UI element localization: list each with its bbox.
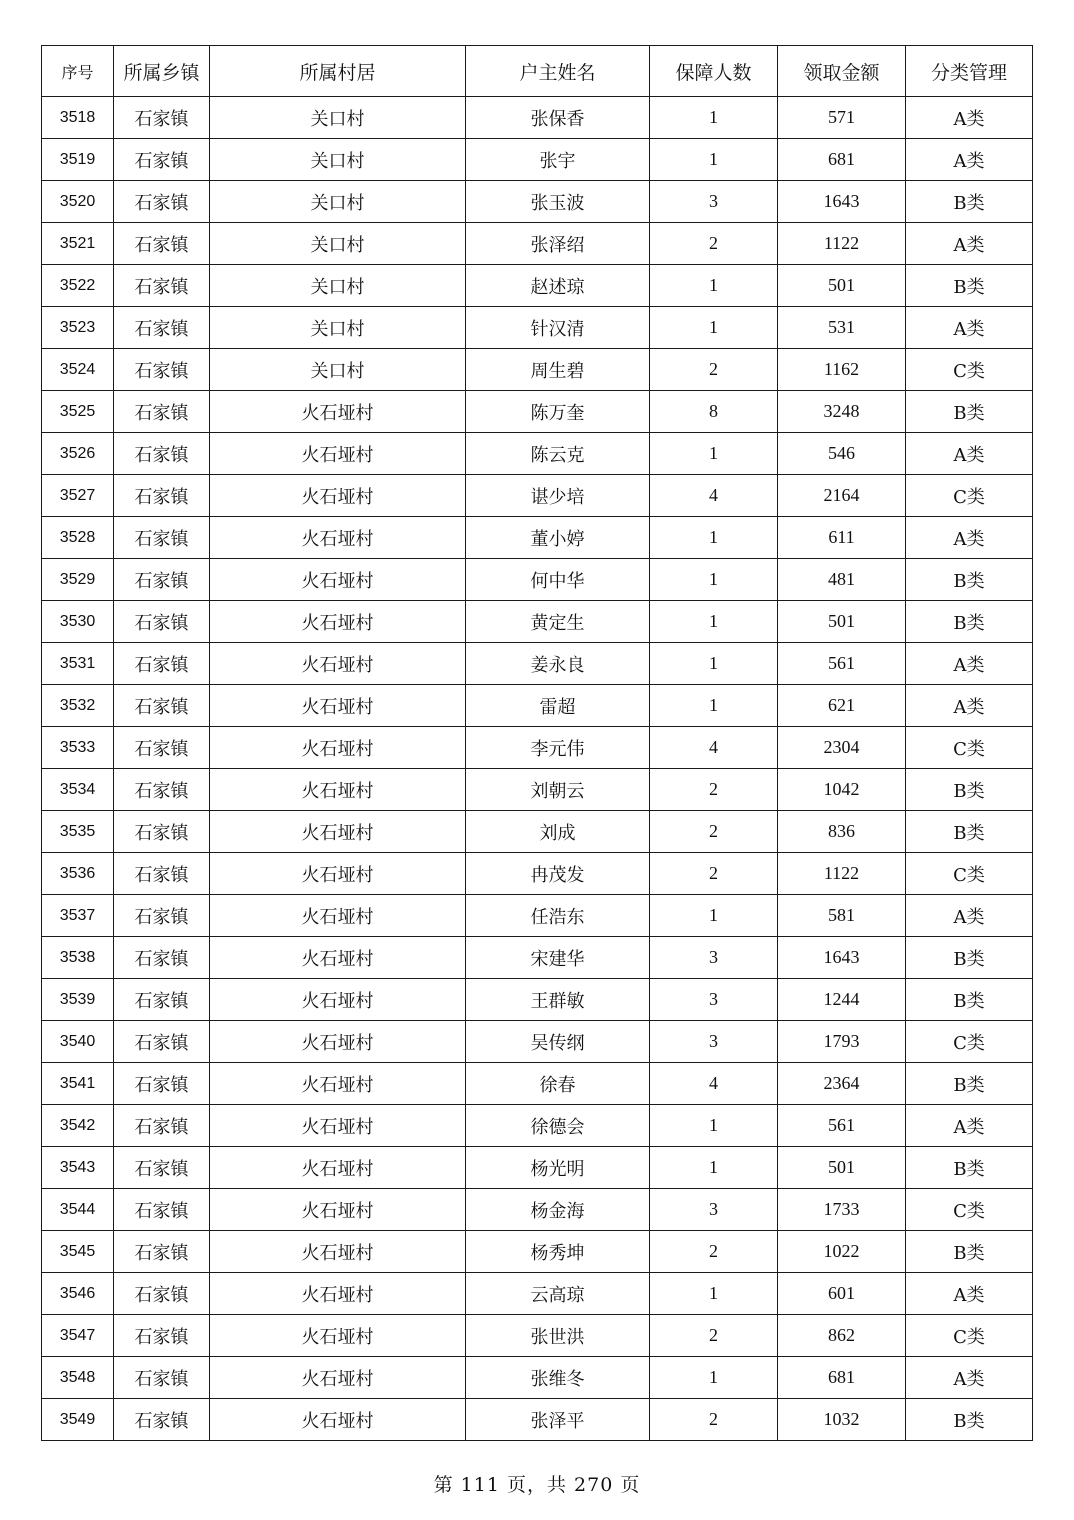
cell-persons: 1 bbox=[650, 97, 778, 139]
column-header-persons: 保障人数 bbox=[650, 46, 778, 97]
cell-persons: 4 bbox=[650, 727, 778, 769]
cell-seq: 3548 bbox=[42, 1357, 114, 1399]
cell-village: 火石垭村 bbox=[210, 601, 466, 643]
cell-category: C类 bbox=[906, 1315, 1033, 1357]
cell-category: B类 bbox=[906, 1231, 1033, 1273]
cell-householder: 针汉清 bbox=[466, 307, 650, 349]
cell-householder: 张保香 bbox=[466, 97, 650, 139]
table-row bbox=[42, 391, 1033, 433]
cell-householder: 雷超 bbox=[466, 685, 650, 727]
cell-seq: 3546 bbox=[42, 1273, 114, 1315]
cell-seq: 3543 bbox=[42, 1147, 114, 1189]
cell-householder: 吴传纲 bbox=[466, 1021, 650, 1063]
cell-town: 石家镇 bbox=[114, 1315, 210, 1357]
cell-town: 石家镇 bbox=[114, 601, 210, 643]
cell-village: 关口村 bbox=[210, 181, 466, 223]
cell-category: A类 bbox=[906, 139, 1033, 181]
cell-amount: 546 bbox=[778, 433, 906, 475]
cell-town: 石家镇 bbox=[114, 769, 210, 811]
cell-village: 火石垭村 bbox=[210, 979, 466, 1021]
cell-persons: 1 bbox=[650, 559, 778, 601]
cell-village: 关口村 bbox=[210, 349, 466, 391]
cell-seq: 3533 bbox=[42, 727, 114, 769]
cell-persons: 1 bbox=[650, 601, 778, 643]
cell-persons: 1 bbox=[650, 643, 778, 685]
cell-town: 石家镇 bbox=[114, 811, 210, 853]
table-row bbox=[42, 307, 1033, 349]
column-header-amount: 领取金额 bbox=[778, 46, 906, 97]
table-row bbox=[42, 979, 1033, 1021]
table-row bbox=[42, 727, 1033, 769]
cell-persons: 2 bbox=[650, 853, 778, 895]
cell-persons: 3 bbox=[650, 1021, 778, 1063]
table-row bbox=[42, 601, 1033, 643]
cell-householder: 杨秀坤 bbox=[466, 1231, 650, 1273]
cell-householder: 陈万奎 bbox=[466, 391, 650, 433]
cell-amount: 1793 bbox=[778, 1021, 906, 1063]
cell-town: 石家镇 bbox=[114, 433, 210, 475]
cell-category: C类 bbox=[906, 475, 1033, 517]
cell-persons: 1 bbox=[650, 895, 778, 937]
cell-category: A类 bbox=[906, 433, 1033, 475]
table-row bbox=[42, 1273, 1033, 1315]
cell-category: C类 bbox=[906, 853, 1033, 895]
cell-amount: 501 bbox=[778, 601, 906, 643]
table-row bbox=[42, 559, 1033, 601]
table-row bbox=[42, 853, 1033, 895]
cell-category: B类 bbox=[906, 181, 1033, 223]
cell-householder: 冉茂发 bbox=[466, 853, 650, 895]
cell-seq: 3544 bbox=[42, 1189, 114, 1231]
cell-amount: 2304 bbox=[778, 727, 906, 769]
cell-town: 石家镇 bbox=[114, 1357, 210, 1399]
cell-category: B类 bbox=[906, 979, 1033, 1021]
cell-persons: 2 bbox=[650, 1231, 778, 1273]
cell-seq: 3526 bbox=[42, 433, 114, 475]
table-row bbox=[42, 1105, 1033, 1147]
cell-village: 关口村 bbox=[210, 139, 466, 181]
cell-seq: 3529 bbox=[42, 559, 114, 601]
cell-householder: 徐德会 bbox=[466, 1105, 650, 1147]
cell-village: 关口村 bbox=[210, 223, 466, 265]
column-header-village: 所属村居 bbox=[210, 46, 466, 97]
table-row bbox=[42, 517, 1033, 559]
cell-seq: 3530 bbox=[42, 601, 114, 643]
cell-town: 石家镇 bbox=[114, 223, 210, 265]
cell-persons: 2 bbox=[650, 769, 778, 811]
cell-householder: 何中华 bbox=[466, 559, 650, 601]
cell-householder: 陈云克 bbox=[466, 433, 650, 475]
cell-householder: 宋建华 bbox=[466, 937, 650, 979]
cell-village: 火石垭村 bbox=[210, 769, 466, 811]
cell-householder: 赵述琼 bbox=[466, 265, 650, 307]
cell-village: 火石垭村 bbox=[210, 727, 466, 769]
cell-village: 火石垭村 bbox=[210, 1147, 466, 1189]
table-row bbox=[42, 811, 1033, 853]
cell-householder: 杨金海 bbox=[466, 1189, 650, 1231]
table-header-row bbox=[42, 46, 1033, 97]
cell-seq: 3523 bbox=[42, 307, 114, 349]
cell-town: 石家镇 bbox=[114, 139, 210, 181]
cell-town: 石家镇 bbox=[114, 643, 210, 685]
cell-category: A类 bbox=[906, 97, 1033, 139]
cell-persons: 2 bbox=[650, 811, 778, 853]
cell-category: B类 bbox=[906, 1399, 1033, 1441]
cell-persons: 3 bbox=[650, 1189, 778, 1231]
cell-persons: 3 bbox=[650, 937, 778, 979]
table-row bbox=[42, 1063, 1033, 1105]
cell-persons: 4 bbox=[650, 475, 778, 517]
cell-village: 关口村 bbox=[210, 307, 466, 349]
cell-category: B类 bbox=[906, 937, 1033, 979]
cell-persons: 2 bbox=[650, 223, 778, 265]
cell-householder: 徐春 bbox=[466, 1063, 650, 1105]
cell-seq: 3520 bbox=[42, 181, 114, 223]
cell-town: 石家镇 bbox=[114, 307, 210, 349]
table-row bbox=[42, 1357, 1033, 1399]
table-row bbox=[42, 265, 1033, 307]
cell-persons: 1 bbox=[650, 1357, 778, 1399]
cell-householder: 李元伟 bbox=[466, 727, 650, 769]
table-row bbox=[42, 769, 1033, 811]
cell-village: 火石垭村 bbox=[210, 811, 466, 853]
cell-persons: 1 bbox=[650, 1105, 778, 1147]
cell-seq: 3534 bbox=[42, 769, 114, 811]
table-row bbox=[42, 685, 1033, 727]
cell-village: 火石垭村 bbox=[210, 391, 466, 433]
cell-category: B类 bbox=[906, 1063, 1033, 1105]
cell-persons: 1 bbox=[650, 307, 778, 349]
cell-town: 石家镇 bbox=[114, 181, 210, 223]
cell-seq: 3536 bbox=[42, 853, 114, 895]
cell-village: 火石垭村 bbox=[210, 937, 466, 979]
cell-seq: 3527 bbox=[42, 475, 114, 517]
cell-category: A类 bbox=[906, 1273, 1033, 1315]
cell-amount: 531 bbox=[778, 307, 906, 349]
cell-village: 火石垭村 bbox=[210, 433, 466, 475]
cell-category: B类 bbox=[906, 601, 1033, 643]
cell-amount: 681 bbox=[778, 1357, 906, 1399]
cell-category: A类 bbox=[906, 223, 1033, 265]
cell-village: 火石垭村 bbox=[210, 1399, 466, 1441]
cell-amount: 501 bbox=[778, 265, 906, 307]
cell-category: B类 bbox=[906, 559, 1033, 601]
cell-village: 火石垭村 bbox=[210, 853, 466, 895]
cell-amount: 621 bbox=[778, 685, 906, 727]
cell-village: 火石垭村 bbox=[210, 1021, 466, 1063]
cell-householder: 刘朝云 bbox=[466, 769, 650, 811]
cell-householder: 张维冬 bbox=[466, 1357, 650, 1399]
cell-town: 石家镇 bbox=[114, 1231, 210, 1273]
cell-persons: 1 bbox=[650, 433, 778, 475]
cell-amount: 2364 bbox=[778, 1063, 906, 1105]
cell-seq: 3549 bbox=[42, 1399, 114, 1441]
cell-persons: 8 bbox=[650, 391, 778, 433]
table-row bbox=[42, 349, 1033, 391]
cell-town: 石家镇 bbox=[114, 1189, 210, 1231]
cell-village: 火石垭村 bbox=[210, 643, 466, 685]
cell-village: 关口村 bbox=[210, 265, 466, 307]
cell-town: 石家镇 bbox=[114, 895, 210, 937]
cell-householder: 云高琼 bbox=[466, 1273, 650, 1315]
cell-householder: 张玉波 bbox=[466, 181, 650, 223]
cell-amount: 681 bbox=[778, 139, 906, 181]
cell-amount: 1733 bbox=[778, 1189, 906, 1231]
cell-persons: 1 bbox=[650, 685, 778, 727]
cell-category: C类 bbox=[906, 727, 1033, 769]
cell-category: A类 bbox=[906, 1105, 1033, 1147]
cell-amount: 1122 bbox=[778, 853, 906, 895]
cell-amount: 611 bbox=[778, 517, 906, 559]
cell-village: 火石垭村 bbox=[210, 1231, 466, 1273]
cell-seq: 3528 bbox=[42, 517, 114, 559]
cell-seq: 3524 bbox=[42, 349, 114, 391]
cell-seq: 3522 bbox=[42, 265, 114, 307]
cell-householder: 周生碧 bbox=[466, 349, 650, 391]
cell-town: 石家镇 bbox=[114, 1399, 210, 1441]
cell-householder: 谌少培 bbox=[466, 475, 650, 517]
cell-amount: 601 bbox=[778, 1273, 906, 1315]
cell-town: 石家镇 bbox=[114, 475, 210, 517]
cell-category: A类 bbox=[906, 307, 1033, 349]
cell-village: 火石垭村 bbox=[210, 685, 466, 727]
table-row bbox=[42, 139, 1033, 181]
cell-persons: 2 bbox=[650, 1315, 778, 1357]
page-number-footer: 第 111 页，共 270 页 bbox=[433, 1474, 641, 1496]
cell-seq: 3537 bbox=[42, 895, 114, 937]
cell-amount: 1122 bbox=[778, 223, 906, 265]
cell-seq: 3531 bbox=[42, 643, 114, 685]
table-row bbox=[42, 937, 1033, 979]
table-row bbox=[42, 1315, 1033, 1357]
cell-seq: 3540 bbox=[42, 1021, 114, 1063]
cell-amount: 1162 bbox=[778, 349, 906, 391]
cell-seq: 3538 bbox=[42, 937, 114, 979]
cell-householder: 张泽绍 bbox=[466, 223, 650, 265]
cell-seq: 3542 bbox=[42, 1105, 114, 1147]
cell-category: B类 bbox=[906, 391, 1033, 433]
cell-category: B类 bbox=[906, 265, 1033, 307]
table-row bbox=[42, 97, 1033, 139]
cell-town: 石家镇 bbox=[114, 979, 210, 1021]
cell-persons: 2 bbox=[650, 1399, 778, 1441]
cell-town: 石家镇 bbox=[114, 559, 210, 601]
cell-village: 火石垭村 bbox=[210, 1105, 466, 1147]
cell-village: 火石垭村 bbox=[210, 517, 466, 559]
cell-village: 火石垭村 bbox=[210, 895, 466, 937]
cell-persons: 1 bbox=[650, 139, 778, 181]
cell-town: 石家镇 bbox=[114, 727, 210, 769]
table-row bbox=[42, 1147, 1033, 1189]
cell-amount: 1643 bbox=[778, 937, 906, 979]
cell-amount: 571 bbox=[778, 97, 906, 139]
cell-householder: 张世洪 bbox=[466, 1315, 650, 1357]
cell-persons: 4 bbox=[650, 1063, 778, 1105]
cell-persons: 3 bbox=[650, 181, 778, 223]
cell-town: 石家镇 bbox=[114, 1063, 210, 1105]
cell-amount: 1042 bbox=[778, 769, 906, 811]
cell-amount: 481 bbox=[778, 559, 906, 601]
cell-amount: 1032 bbox=[778, 1399, 906, 1441]
cell-town: 石家镇 bbox=[114, 1147, 210, 1189]
cell-category: C类 bbox=[906, 1189, 1033, 1231]
cell-category: B类 bbox=[906, 769, 1033, 811]
cell-seq: 3541 bbox=[42, 1063, 114, 1105]
table-row bbox=[42, 223, 1033, 265]
column-header-category: 分类管理 bbox=[906, 46, 1033, 97]
cell-village: 火石垭村 bbox=[210, 1063, 466, 1105]
table-row bbox=[42, 1231, 1033, 1273]
cell-householder: 黄定生 bbox=[466, 601, 650, 643]
cell-persons: 3 bbox=[650, 979, 778, 1021]
column-header-householder: 户主姓名 bbox=[466, 46, 650, 97]
cell-seq: 3547 bbox=[42, 1315, 114, 1357]
cell-householder: 刘成 bbox=[466, 811, 650, 853]
cell-category: B类 bbox=[906, 1147, 1033, 1189]
cell-town: 石家镇 bbox=[114, 349, 210, 391]
column-header-seq: 序号 bbox=[42, 46, 114, 97]
cell-householder: 王群敏 bbox=[466, 979, 650, 1021]
cell-amount: 2164 bbox=[778, 475, 906, 517]
cell-category: A类 bbox=[906, 643, 1033, 685]
cell-village: 关口村 bbox=[210, 97, 466, 139]
cell-seq: 3535 bbox=[42, 811, 114, 853]
table-row bbox=[42, 475, 1033, 517]
cell-householder: 张泽平 bbox=[466, 1399, 650, 1441]
cell-town: 石家镇 bbox=[114, 517, 210, 559]
table-row bbox=[42, 181, 1033, 223]
cell-town: 石家镇 bbox=[114, 97, 210, 139]
table-row bbox=[42, 1399, 1033, 1441]
cell-seq: 3545 bbox=[42, 1231, 114, 1273]
cell-householder: 杨光明 bbox=[466, 1147, 650, 1189]
cell-amount: 561 bbox=[778, 1105, 906, 1147]
table-body bbox=[42, 97, 1033, 1441]
cell-amount: 836 bbox=[778, 811, 906, 853]
cell-seq: 3521 bbox=[42, 223, 114, 265]
cell-category: A类 bbox=[906, 1357, 1033, 1399]
cell-householder: 张宇 bbox=[466, 139, 650, 181]
cell-persons: 2 bbox=[650, 349, 778, 391]
cell-persons: 1 bbox=[650, 1273, 778, 1315]
cell-category: A类 bbox=[906, 895, 1033, 937]
cell-householder: 任浩东 bbox=[466, 895, 650, 937]
cell-village: 火石垭村 bbox=[210, 1189, 466, 1231]
cell-seq: 3519 bbox=[42, 139, 114, 181]
cell-householder: 董小婷 bbox=[466, 517, 650, 559]
cell-amount: 1022 bbox=[778, 1231, 906, 1273]
cell-village: 火石垭村 bbox=[210, 1357, 466, 1399]
cell-category: C类 bbox=[906, 1021, 1033, 1063]
table-row bbox=[42, 643, 1033, 685]
cell-town: 石家镇 bbox=[114, 1021, 210, 1063]
cell-town: 石家镇 bbox=[114, 853, 210, 895]
table-row bbox=[42, 1189, 1033, 1231]
cell-town: 石家镇 bbox=[114, 937, 210, 979]
assistance-table bbox=[41, 45, 1033, 1441]
cell-persons: 1 bbox=[650, 1147, 778, 1189]
cell-persons: 1 bbox=[650, 265, 778, 307]
cell-town: 石家镇 bbox=[114, 391, 210, 433]
cell-village: 火石垭村 bbox=[210, 559, 466, 601]
table-row bbox=[42, 895, 1033, 937]
cell-seq: 3518 bbox=[42, 97, 114, 139]
cell-persons: 1 bbox=[650, 517, 778, 559]
cell-seq: 3539 bbox=[42, 979, 114, 1021]
table-row bbox=[42, 433, 1033, 475]
column-header-town: 所属乡镇 bbox=[114, 46, 210, 97]
cell-amount: 561 bbox=[778, 643, 906, 685]
cell-town: 石家镇 bbox=[114, 265, 210, 307]
cell-amount: 1244 bbox=[778, 979, 906, 1021]
cell-village: 火石垭村 bbox=[210, 475, 466, 517]
cell-town: 石家镇 bbox=[114, 1105, 210, 1147]
table-row bbox=[42, 1021, 1033, 1063]
cell-amount: 501 bbox=[778, 1147, 906, 1189]
cell-amount: 862 bbox=[778, 1315, 906, 1357]
cell-category: B类 bbox=[906, 811, 1033, 853]
cell-amount: 1643 bbox=[778, 181, 906, 223]
cell-category: C类 bbox=[906, 349, 1033, 391]
cell-village: 火石垭村 bbox=[210, 1315, 466, 1357]
cell-amount: 3248 bbox=[778, 391, 906, 433]
cell-town: 石家镇 bbox=[114, 685, 210, 727]
cell-town: 石家镇 bbox=[114, 1273, 210, 1315]
cell-seq: 3532 bbox=[42, 685, 114, 727]
cell-amount: 581 bbox=[778, 895, 906, 937]
cell-category: A类 bbox=[906, 517, 1033, 559]
cell-seq: 3525 bbox=[42, 391, 114, 433]
cell-householder: 姜永良 bbox=[466, 643, 650, 685]
cell-village: 火石垭村 bbox=[210, 1273, 466, 1315]
cell-category: A类 bbox=[906, 685, 1033, 727]
